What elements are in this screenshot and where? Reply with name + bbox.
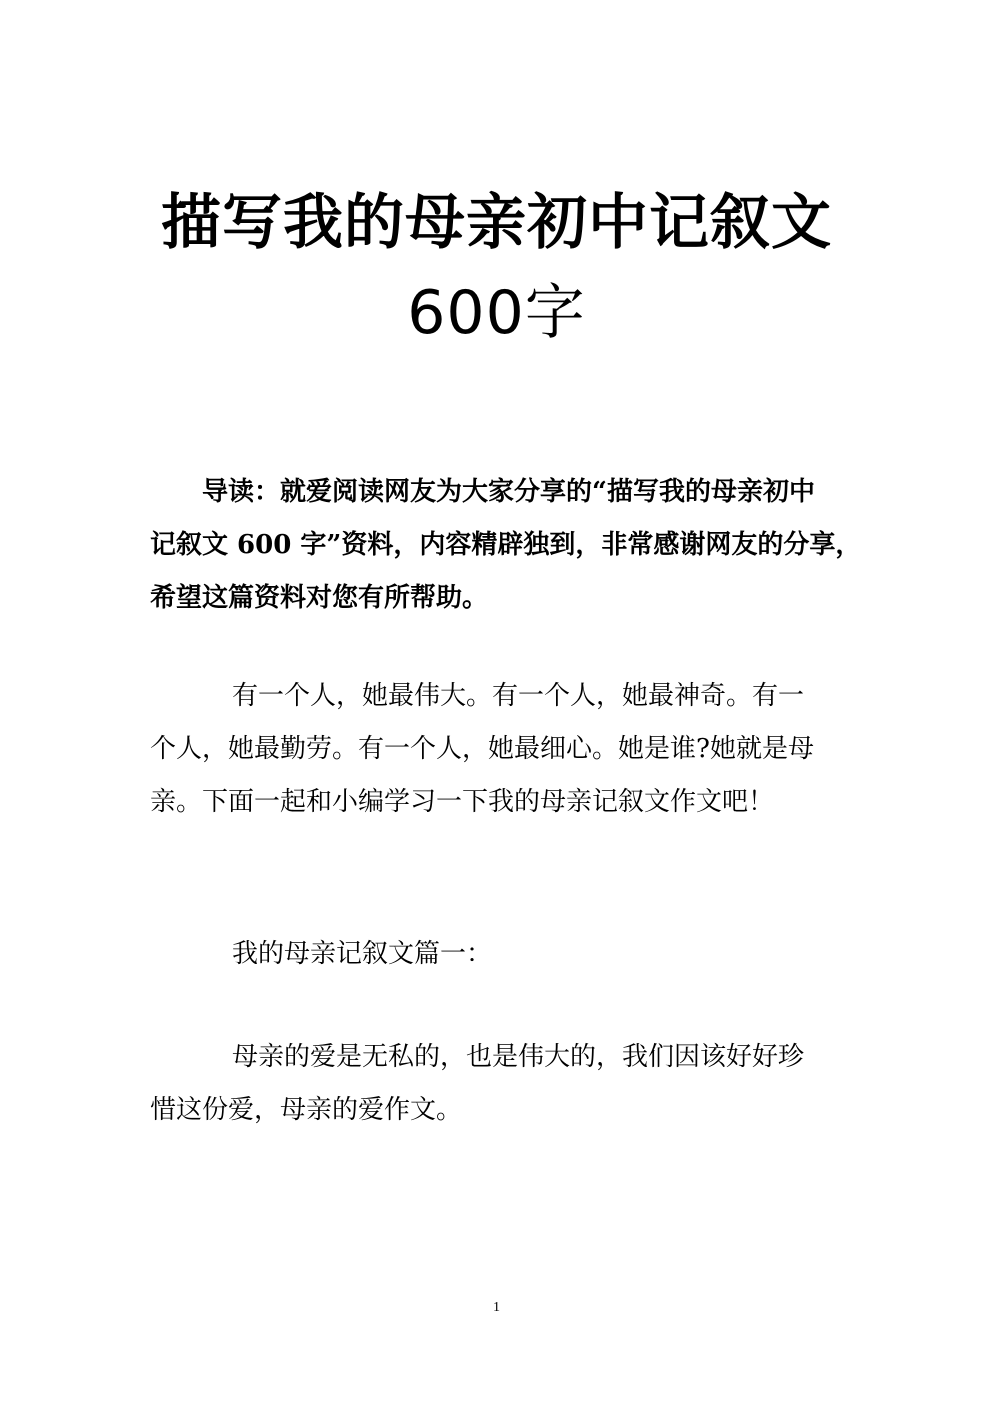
- intro-paragraph: [150, 466, 862, 625]
- document-title: [100, 178, 893, 358]
- lead-paragraph: [150, 670, 840, 829]
- page-number: 1: [493, 1300, 500, 1315]
- intro-line-2: 记叙文 600 字”资料，内容精辟独到，非常感谢网友的分享，: [150, 530, 862, 560]
- intro-line-1: 导读：就爱阅读网友为大家分享的“描写我的母亲初中: [202, 477, 815, 507]
- intro-line-3: 希望这篇资料对您有所帮助。: [150, 583, 489, 613]
- body-line-1: 母亲的爱是无私的，也是伟大的，我们因该好好珍: [232, 1042, 805, 1072]
- section-heading-text: 我的母亲记叙文篇一：: [232, 939, 493, 969]
- title-line-1: 描写我的母亲初中记叙文: [161, 188, 832, 258]
- section-heading: [150, 928, 840, 981]
- lead-line-1: 有一个人，她最伟大。有一个人，她最神奇。有一: [232, 681, 805, 711]
- lead-line-3: 亲。下面一起和小编学习一下我的母亲记叙文作文吧！: [150, 787, 775, 817]
- lead-line-2: 个人，她最勤劳。有一个人，她最细心。她是谁?她就是母: [150, 734, 814, 764]
- title-line-2: 600字: [407, 278, 586, 348]
- body-paragraph: [150, 1031, 840, 1137]
- body-line-2: 惜这份爱，母亲的爱作文。: [150, 1095, 463, 1125]
